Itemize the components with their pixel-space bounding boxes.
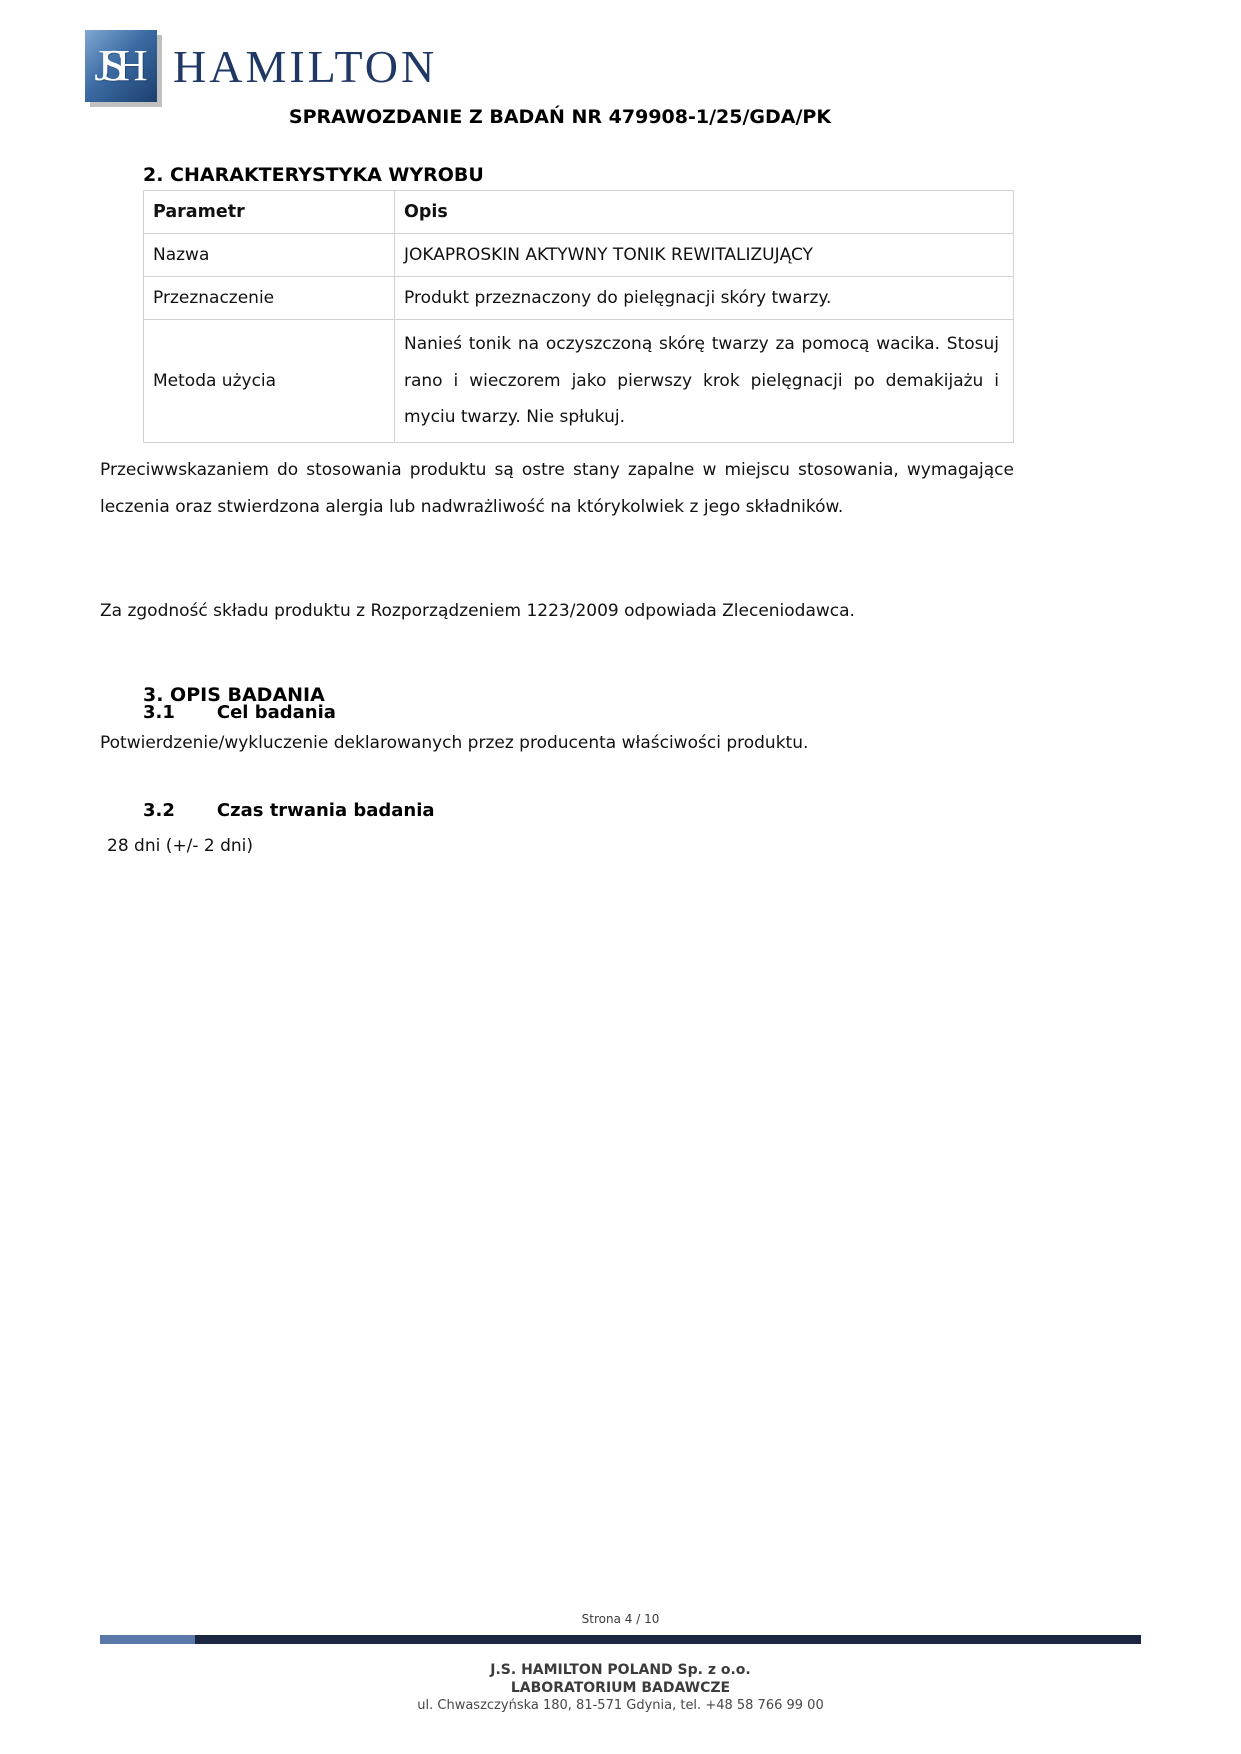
czas-trwania-text: 28 dni (+/- 2 dni): [107, 836, 254, 856]
section-3-heading: 3. OPIS BADANIA: [143, 683, 325, 706]
report-title: SPRAWOZDANIE Z BADAŃ NR 479908-1/25/GDA/PK: [288, 106, 832, 128]
section-3-1-title: Cel badania: [216, 702, 336, 723]
product-characteristics-table: [143, 190, 1014, 443]
table-header-row: [144, 191, 1014, 234]
section-3-2-number: 3.2: [143, 800, 175, 821]
logo-wordmark: HAMILTON: [173, 40, 438, 92]
footer-address: ul. Chwaszczyńska 180, 81-571 Gdynia, tel. +48 58 766 99 00: [417, 1698, 824, 1713]
footer-lab-name: LABORATORIUM BADAWCZE: [510, 1680, 731, 1696]
param-cell: Przeznaczenie: [144, 277, 395, 320]
footer-divider-bar-accent: [100, 1635, 195, 1644]
section-3-2-title: Czas trwania badania: [216, 800, 435, 821]
contraindications-paragraph: Przeciwwskazaniem do stosowania produktu są ostre stany zapalne w miejscu stosowania, wymagające leczenia oraz stwierdzona alergia lub nadwrażliwość na którykolwiek z jego składników.: [100, 460, 1014, 517]
compliance-paragraph: Za zgodność składu produktu z Rozporządzeniem 1223/2009 odpowiada Zleceniodawca.: [100, 601, 855, 621]
table-row-metoda-uzycia: [144, 320, 1014, 443]
table-row-nazwa: [144, 234, 1014, 277]
brand-header: [85, 30, 437, 102]
param-cell: Metoda użycia: [144, 320, 395, 443]
section-3-1-heading: [143, 702, 336, 723]
desc-cell: Nanieś tonik na oczyszczoną skórę twarzy za pomocą wacika. Stosuj rano i wieczorem jako pierwszy krok pielęgnacji po demakijażu i myciu twarzy. Nie spłukuj.: [395, 320, 1014, 443]
table-header-opis: Opis: [395, 191, 1014, 234]
section-3-2-heading: [143, 800, 435, 821]
page-indicator: Strona 4 / 10: [581, 1612, 660, 1626]
section-2-heading: 2. CHARAKTERYSTYKA WYROBU: [143, 163, 484, 186]
footer-divider-bar: [100, 1635, 1141, 1644]
table-row-przeznaczenie: [144, 277, 1014, 320]
param-cell: Nazwa: [144, 234, 395, 277]
desc-cell: JOKAPROSKIN AKTYWNY TONIK REWITALIZUJĄCY: [395, 234, 1014, 277]
desc-cell: Produkt przeznaczony do pielęgnacji skóry twarzy.: [395, 277, 1014, 320]
section-3-1-number: 3.1: [143, 702, 175, 723]
logo-monogram: JSH: [94, 41, 138, 90]
cel-badania-text: Potwierdzenie/wykluczenie deklarowanych przez producenta właściwości produktu.: [100, 733, 809, 753]
table-header-parametr: Parametr: [144, 191, 395, 234]
footer-company-name: J.S. HAMILTON POLAND Sp. z o.o.: [490, 1662, 751, 1678]
hamilton-logo-icon: [85, 30, 157, 102]
